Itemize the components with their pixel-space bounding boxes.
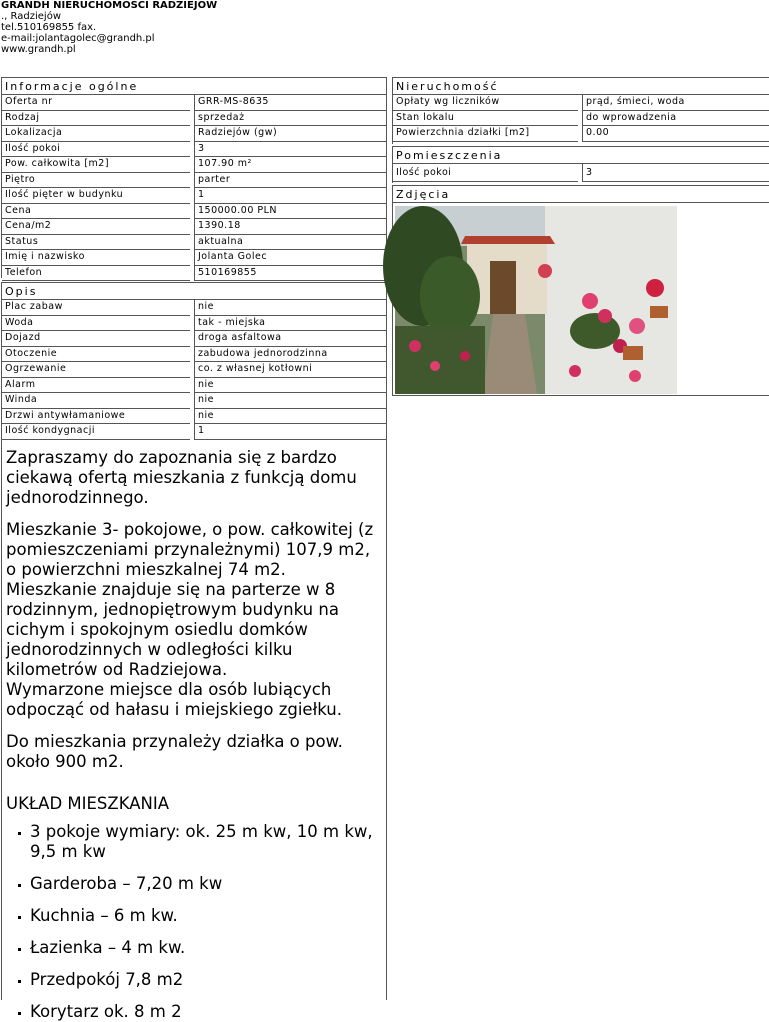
- row-label: Drzwi antywłamaniowe: [2, 409, 190, 425]
- row-value: co. z własnej kotłowni: [194, 362, 386, 378]
- row-label: Ilość kondygnacji: [2, 424, 190, 440]
- row-value: droga asfaltowa: [194, 331, 386, 347]
- table-row: [2, 173, 386, 189]
- table-row: [2, 424, 386, 440]
- table-row: [2, 393, 386, 409]
- row-value: aktualna: [194, 235, 386, 251]
- list-item: Garderoba – 7,20 m kw: [30, 874, 380, 894]
- table-row: [2, 347, 386, 363]
- row-value: 1: [194, 424, 386, 440]
- general-info-table: [2, 95, 386, 281]
- features-table: [2, 300, 386, 440]
- row-value: 150000.00 PLN: [194, 204, 386, 220]
- row-label: Powierzchnia działki [m2]: [393, 126, 578, 142]
- list-item: Przedpokój 7,8 m2: [30, 970, 380, 990]
- row-label: Winda: [2, 393, 190, 409]
- photos-section: [392, 185, 769, 204]
- table-row: [2, 157, 386, 173]
- row-value: 0.00: [582, 126, 769, 142]
- list-item: Kuchnia – 6 m kw.: [30, 906, 380, 926]
- table-row: [2, 95, 386, 111]
- table-row: [393, 95, 769, 111]
- row-label: Ogrzewanie: [2, 362, 190, 378]
- table-row: [2, 204, 386, 220]
- list-item: Łazienka – 4 m kw.: [30, 938, 380, 958]
- row-label: Plac zabaw: [2, 300, 190, 316]
- list-item: 3 pokoje wymiary: ok. 25 m kw, 10 m kw, 9,5 m kw: [30, 822, 380, 862]
- general-info-section: [1, 77, 387, 278]
- row-label: Opłaty wg liczników: [393, 95, 578, 111]
- rooms-table: [393, 164, 769, 182]
- row-value: 107.90 m²: [194, 157, 386, 173]
- rooms-title: Pomieszczenia: [393, 147, 769, 164]
- row-label: Rodzaj: [2, 111, 190, 127]
- description-text: Mieszkanie 3- pokojowe, o pow. całkowitej (z pomieszczeniami przynależnymi) 107,9 m2, o powierzchni mieszkalnej 74 m2. Mieszkanie znajduje się na parterze w 8 rodzinnym, jednopiętrowym budynku na cichym i spokojnym osiedlu domków jednorodzinnych w odległości kilku kilometrów od Radziejowa.: [6, 520, 374, 679]
- table-row: [2, 331, 386, 347]
- table-row: [2, 250, 386, 266]
- table-row: [2, 266, 386, 282]
- company-website[interactable]: www.grandh.pl: [1, 44, 76, 55]
- row-value: 3: [194, 142, 386, 158]
- row-value: Radziejów (gw): [194, 126, 386, 142]
- rooms-section: [392, 146, 769, 183]
- table-row: [393, 111, 769, 127]
- row-value: 1: [194, 188, 386, 204]
- description-features-title: Opis: [2, 283, 386, 300]
- table-row: [2, 300, 386, 316]
- table-row: [2, 378, 386, 394]
- property-section: [392, 77, 769, 144]
- table-row: [2, 188, 386, 204]
- row-value: 1390.18: [194, 219, 386, 235]
- row-label: Imię i nazwisko: [2, 250, 190, 266]
- row-label: Telefon: [2, 266, 190, 282]
- row-value: do wprowadzenia: [582, 111, 769, 127]
- general-info-title: Informacje ogólne: [2, 78, 386, 95]
- row-label: Status: [2, 235, 190, 251]
- row-label: Woda: [2, 316, 190, 332]
- row-label: Cena/m2: [2, 219, 190, 235]
- row-value: 3: [582, 164, 769, 182]
- row-label: Ilość pokoi: [393, 164, 578, 182]
- list-item: Korytarz ok. 8 m 2: [30, 1002, 380, 1022]
- company-email[interactable]: e-mail:jolantagolec@grandh.pl: [1, 33, 155, 44]
- row-value: nie: [194, 300, 386, 316]
- row-value: nie: [194, 409, 386, 425]
- row-value: tak - miejska: [194, 316, 386, 332]
- row-value: Jolanta Golec: [194, 250, 386, 266]
- company-phone: tel.510169855 fax.: [1, 22, 97, 33]
- company-name: GRANDH NIERUCHOMOŚCI RADZIEJÓW: [1, 0, 218, 11]
- row-label: Oferta nr: [2, 95, 190, 111]
- row-label: Otoczenie: [2, 347, 190, 363]
- row-label: Pow. całkowita [m2]: [2, 157, 190, 173]
- row-value: nie: [194, 378, 386, 394]
- row-label: Piętro: [2, 173, 190, 189]
- photos-title: Zdjęcia: [393, 186, 769, 203]
- description-text: Wymarzone miejsce dla osób lubiących odpocząć od hałasu i miejskiego zgiełku.: [6, 680, 343, 719]
- row-value: nie: [194, 393, 386, 409]
- row-value: 510169855: [194, 266, 386, 282]
- offer-description: [1, 440, 387, 1021]
- table-row: [393, 126, 769, 142]
- description-features-section: [1, 282, 387, 441]
- row-value: prąd, śmieci, woda: [582, 95, 769, 111]
- row-value: GRR-MS-8635: [194, 95, 386, 111]
- layout-list: [6, 822, 380, 1022]
- row-value: sprzedaż: [194, 111, 386, 127]
- row-label: Dojazd: [2, 331, 190, 347]
- row-label: Ilość pokoi: [2, 142, 190, 158]
- table-row: [2, 126, 386, 142]
- description-paragraph: Do mieszkania przynależy działka o pow. około 900 m2.: [6, 732, 343, 771]
- description-paragraph: [6, 520, 380, 720]
- row-label: Cena: [2, 204, 190, 220]
- table-row: [393, 164, 769, 182]
- row-label: Alarm: [2, 378, 190, 394]
- description-paragraph: Zapraszamy do zapoznania się z bardzo ciekawą ofertą mieszkania z funkcją domu jednorodzinnego.: [6, 448, 357, 507]
- table-row: [2, 111, 386, 127]
- row-label: Lokalizacja: [2, 126, 190, 142]
- table-row: [2, 142, 386, 158]
- row-value: parter: [194, 173, 386, 189]
- agency-header: [1, 0, 217, 55]
- layout-heading: UKŁAD MIESZKANIA: [6, 794, 170, 813]
- row-label: Ilość pięter w budynku: [2, 188, 190, 204]
- table-row: [2, 235, 386, 251]
- table-row: [2, 409, 386, 425]
- table-row: [2, 362, 386, 378]
- table-row: [2, 219, 386, 235]
- table-row: [2, 316, 386, 332]
- property-table: [393, 95, 769, 142]
- photo-gallery: [392, 203, 769, 396]
- property-title: Nieruchomość: [393, 78, 769, 95]
- row-label: Stan lokalu: [393, 111, 578, 127]
- company-address: ., Radziejów: [1, 11, 61, 22]
- row-value: zabudowa jednorodzinna: [194, 347, 386, 363]
- house-photo[interactable]: [395, 206, 677, 394]
